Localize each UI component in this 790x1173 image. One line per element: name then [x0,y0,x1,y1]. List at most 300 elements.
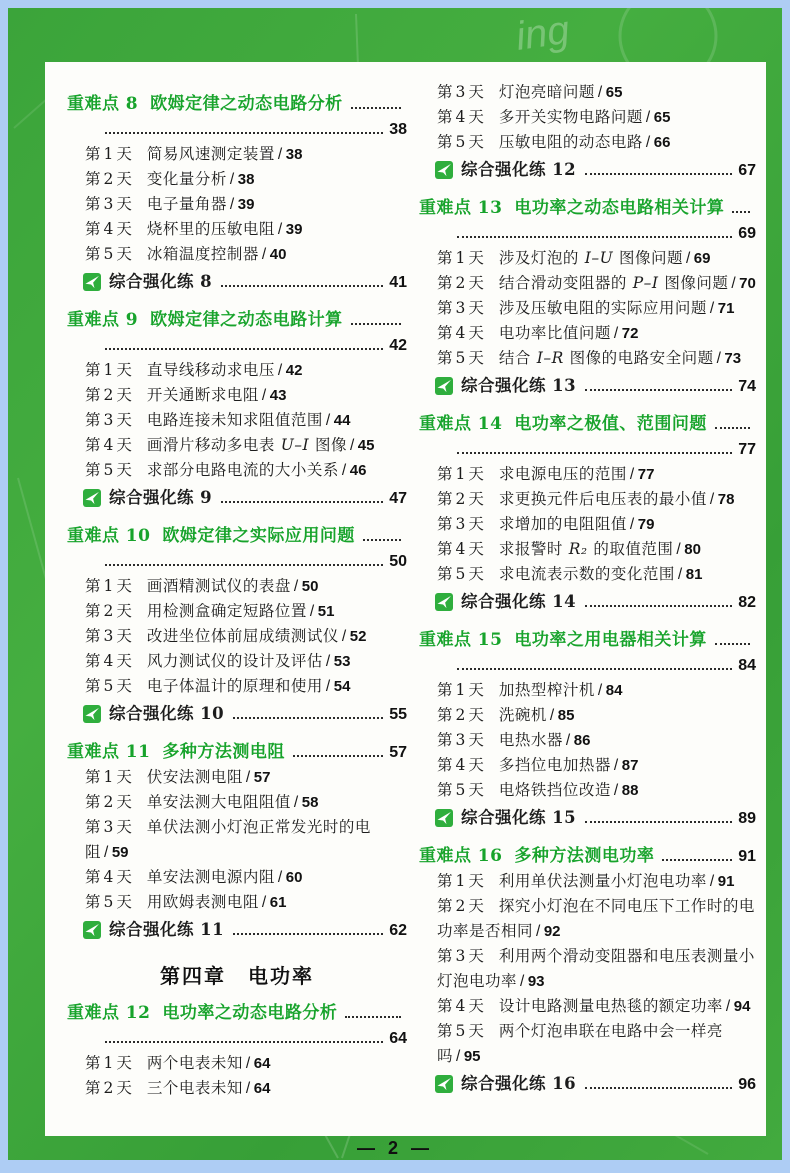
section-heading [419,627,756,653]
send-arrow-icon [83,273,101,291]
entry-page: 70 [739,275,756,292]
entry-title: 加热型榨汁机 [498,682,595,699]
entry-page: 45 [357,437,375,454]
entry-title: 简易风速测定装置 [146,146,275,163]
entry-title: 直导线移动求电压 [146,362,275,379]
entry-title: 风力测试仪的设计及评估 [146,653,323,670]
dotted-leader [105,348,383,350]
review-page: 74 [738,378,756,395]
toc-entry [85,674,407,699]
entry-page: 84 [605,682,623,699]
leader-line [97,1026,407,1051]
toc-entry [437,869,756,894]
toc-entry [85,1051,407,1076]
entry-page: 81 [685,566,703,583]
section-heading [419,411,756,437]
toc-entry [85,815,407,865]
entry-day: 第5天 [437,781,486,799]
entry-page: 64 [253,1055,271,1072]
entry-separator: / [565,732,571,749]
entry-page: 93 [527,973,545,990]
toc-page [45,62,766,1136]
entry-page: 57 [253,769,271,786]
section-title: 欧姆定律之动态电路分析 [150,94,343,113]
entry-page: 88 [621,782,639,799]
dotted-leader [457,236,732,238]
toc-entry [85,167,407,192]
entry-separator: / [309,603,315,620]
entry-title: 开关通断求电阻 [146,387,259,404]
entry-separator: / [629,466,635,483]
section-title: 电功率之用电器相关计算 [514,630,707,649]
entry-day: 第5天 [85,677,134,695]
entry-separator: / [277,362,283,379]
entry-page: 50 [301,578,319,595]
toc-entry [85,408,407,433]
toc-entry [85,1076,407,1101]
section-label: 重难点 9 [67,310,139,330]
entry-day: 第4天 [437,324,486,342]
section-title: 电功率之动态电路分析 [162,1003,338,1022]
review-page: 41 [389,274,407,291]
review-label: 综合强化练 16 [461,1074,577,1093]
section-title: 欧姆定律之动态电路计算 [150,310,343,329]
entry-day: 第1天 [437,872,486,890]
toc-entry [437,296,756,321]
dotted-leader [585,389,732,391]
entry-separator: / [277,221,283,238]
toc-entry [85,624,407,649]
entry-title: 变化量分析 [146,171,227,188]
toc-entry [437,271,756,296]
entry-title: 探究小灯泡在不同电压下工作时的电功率是否相同 [437,898,755,940]
toc-column-right [419,80,756,1136]
entry-title: 灯泡亮暗问题 [498,84,595,101]
entry-day: 第4天 [85,868,134,886]
entry-title: 电烙铁挡位改造 [498,782,611,799]
leader-line [97,333,407,358]
entry-day: 第5天 [437,1022,486,1040]
entry-page: 38 [237,171,255,188]
send-arrow-icon [83,489,101,507]
entry-day: 第2天 [85,386,134,404]
entry-day: 第1天 [85,577,134,595]
entry-title: 单伏法测小灯泡正常发光时的电阻 [85,819,371,861]
send-arrow-icon [435,1075,453,1093]
toc-entry [437,246,756,271]
dotted-leader [585,821,732,823]
entry-title: 利用两个滑动变阻器和电压表测量小灯泡电功率 [437,948,755,990]
leader-line [97,117,407,142]
leader-line [449,437,756,462]
entry-separator: / [629,516,635,533]
toc-entry [437,753,756,778]
entry-separator: / [325,678,331,695]
toc-entry [437,728,756,753]
toc-entry [437,778,756,803]
entry-page: 46 [349,462,367,479]
dotted-leader [715,427,750,429]
entry-title: 设计电路测量电热毯的额定功率 [498,998,723,1015]
entry-day: 第3天 [85,627,134,645]
entry-separator: / [261,894,267,911]
entry-page: 39 [285,221,303,238]
entry-page: 86 [573,732,591,749]
entry-title: 三个电表未知 [146,1080,243,1097]
entry-day: 第2天 [85,170,134,188]
entry-day: 第3天 [437,299,486,317]
entry-title: 求部分电路电流的大小关系 [146,462,339,479]
entry-title: 画滑片移动多电表 U–I 图像 [146,436,347,454]
entry-separator: / [520,973,525,990]
entry-separator: / [349,437,355,454]
toc-entry [437,537,756,562]
section-label: 重难点 11 [67,742,151,762]
section-title: 欧姆定律之实际应用问题 [162,526,355,545]
entry-page: 58 [301,794,319,811]
dotted-leader [662,859,732,861]
entry-title: 用欧姆表测电阻 [146,894,259,911]
section-label: 重难点 14 [419,414,503,434]
entry-day: 第2天 [437,706,486,724]
review-page: 96 [738,1076,756,1093]
entry-page: 53 [333,653,351,670]
entry-day: 第2天 [437,274,486,292]
entry-separator: / [536,923,541,940]
entry-page: 77 [637,466,655,483]
review-label: 综合强化练 9 [109,488,213,507]
section-page: 50 [389,553,407,570]
entry-separator: / [716,350,722,367]
entry-title: 用检测盒确定短路位置 [146,603,307,620]
toc-entry [437,944,756,994]
entry-title: 压敏电阻的动态电路 [498,134,643,151]
entry-title: 结合滑动变阻器的 P–I 图像问题 [498,274,729,292]
dotted-leader [457,452,732,454]
section-page: 64 [389,1030,407,1047]
section-label: 重难点 15 [419,630,503,650]
entry-day: 第2天 [85,1079,134,1097]
dotted-leader [585,173,732,175]
toc-entry [437,894,756,944]
toc-entry [437,346,756,371]
dotted-leader [221,285,383,287]
entry-day: 第4天 [437,540,486,558]
entry-title: 结合 I–R 图像的电路安全问题 [498,349,714,367]
toc-entry [437,678,756,703]
entry-separator: / [245,1080,251,1097]
section-heading [67,307,407,333]
entry-day: 第4天 [85,652,134,670]
toc-entry [437,80,756,105]
section-heading [419,195,756,221]
entry-page: 39 [237,196,255,213]
entry-separator: / [645,134,651,151]
review-row [83,916,407,944]
section-label: 重难点 8 [67,94,139,114]
entry-separator: / [293,794,299,811]
entry-page: 44 [333,412,351,429]
entry-separator: / [261,246,267,263]
entry-day: 第3天 [437,83,486,101]
section-page: 57 [389,744,407,761]
entry-title: 求电流表示数的变化范围 [498,566,675,583]
section-label: 重难点 12 [67,1003,151,1023]
page-number: — 2 — [356,1138,433,1158]
entry-day: 第1天 [85,361,134,379]
entry-day: 第5天 [85,461,134,479]
section-page: 84 [738,657,756,674]
toc-entry [437,487,756,512]
entry-page: 92 [543,923,561,940]
section-heading [67,91,407,117]
entry-title: 伏安法测电阻 [146,769,243,786]
entry-day: 第2天 [437,490,486,508]
review-page: 47 [389,490,407,507]
entry-page: 94 [733,998,751,1015]
section-page: 77 [738,441,756,458]
entry-title: 画酒精测试仪的表盘 [146,578,291,595]
entry-page: 85 [557,707,575,724]
entry-day: 第4天 [437,997,486,1015]
entry-day: 第3天 [85,818,134,836]
entry-separator: / [229,196,235,213]
entry-page: 51 [317,603,335,620]
entry-separator: / [325,412,331,429]
entry-title: 电子体温计的原理和使用 [146,678,323,695]
toc-entry [85,649,407,674]
entry-title: 多开关实物电路问题 [498,109,643,126]
entry-day: 第1天 [437,465,486,483]
dotted-leader [105,564,383,566]
section-label: 重难点 10 [67,526,151,546]
entry-title: 求电源电压的范围 [498,466,627,483]
entry-separator: / [613,782,619,799]
entry-separator: / [709,873,715,890]
dotted-leader [585,605,732,607]
entry-separator: / [597,682,603,699]
entry-title: 两个灯泡串联在电路中会一样亮吗 [437,1023,723,1065]
entry-page: 71 [717,300,735,317]
entry-separator: / [685,250,691,267]
entry-page: 66 [653,134,671,151]
entry-separator: / [677,566,683,583]
dotted-leader [293,755,383,757]
review-row [83,268,407,296]
entry-day: 第2天 [85,602,134,620]
entry-page: 52 [349,628,367,645]
entry-page: 43 [269,387,287,404]
entry-separator: / [261,387,267,404]
entry-day: 第3天 [437,731,486,749]
toc-entry [85,765,407,790]
section-page: 91 [738,848,756,865]
toc-entry [85,433,407,458]
section-label: 重难点 13 [419,198,503,218]
dotted-leader [233,933,383,935]
toc-entry [85,242,407,267]
toc-entry [85,599,407,624]
section-heading [67,739,407,765]
toc-entry [85,890,407,915]
dotted-leader [105,132,383,134]
entry-page: 38 [285,146,303,163]
entry-page: 60 [285,869,303,886]
review-row [83,484,407,512]
leader-line [97,549,407,574]
entry-separator: / [709,491,715,508]
entry-day: 第4天 [85,220,134,238]
entry-separator: / [341,462,347,479]
entry-title: 涉及灯泡的 I–U 图像问题 [498,249,683,267]
review-row [435,588,756,616]
dotted-leader [715,643,750,645]
section-label: 重难点 16 [419,846,503,866]
send-arrow-icon [83,921,101,939]
entry-day: 第3天 [85,411,134,429]
leader-line [449,221,756,246]
toc-entry [85,790,407,815]
entry-page: 54 [333,678,351,695]
entry-day: 第1天 [85,145,134,163]
entry-separator: / [709,300,715,317]
section-page: 69 [738,225,756,242]
review-row [435,1070,756,1098]
review-page: 67 [738,162,756,179]
entry-separator: / [676,541,682,558]
toc-entry [437,512,756,537]
entry-page: 40 [269,246,287,263]
toc-entry [437,462,756,487]
entry-separator: / [341,628,347,645]
entry-separator: / [549,707,555,724]
entry-title: 电热水器 [498,732,563,749]
toc-column-left [67,80,407,1136]
toc-entry [85,217,407,242]
entry-page: 69 [693,250,711,267]
toc-entry [85,358,407,383]
send-arrow-icon [435,809,453,827]
review-label: 综合强化练 8 [109,272,213,291]
entry-page: 61 [269,894,287,911]
entry-separator: / [277,869,283,886]
entry-separator: / [277,146,283,163]
entry-day: 第3天 [85,195,134,213]
review-row [435,372,756,400]
entry-page: 65 [653,109,671,126]
section-title: 电功率之动态电路相关计算 [514,198,725,217]
dotted-leader [105,1041,383,1043]
review-page: 62 [389,922,407,939]
entry-day: 第5天 [437,349,486,367]
entry-title: 改进坐位体前屈成绩测试仪 [146,628,339,645]
review-page: 82 [738,594,756,611]
entry-separator: / [597,84,603,101]
entry-separator: / [325,653,331,670]
review-label: 综合强化练 12 [461,160,577,179]
entry-title: 单安法测大电阻阻值 [146,794,291,811]
entry-separator: / [731,275,737,292]
entry-day: 第1天 [437,249,486,267]
entry-day: 第4天 [437,756,486,774]
toc-entry [437,321,756,346]
entry-title: 单安法测电源内阻 [146,869,275,886]
dotted-leader [345,1016,401,1018]
entry-page: 65 [605,84,623,101]
entry-day: 第1天 [85,768,134,786]
toc-entry [85,192,407,217]
toc-entry [437,130,756,155]
entry-title: 两个电表未知 [146,1055,243,1072]
leader-line [449,653,756,678]
toc-entry [85,458,407,483]
section-title: 多种方法测电功率 [514,846,655,865]
entry-title: 涉及压敏电阻的实际应用问题 [498,300,707,317]
dotted-leader [351,323,401,325]
entry-separator: / [613,325,619,342]
dotted-leader [457,668,732,670]
entry-page: 78 [717,491,735,508]
entry-title: 电路连接未知求阻值范围 [146,412,323,429]
section-title: 多种方法测电阻 [162,742,285,761]
toc-entry [437,703,756,728]
entry-day: 第4天 [85,436,134,454]
entry-page: 91 [717,873,735,890]
review-label: 综合强化练 10 [109,704,225,723]
entry-day: 第2天 [437,897,486,915]
review-page: 89 [738,810,756,827]
chalk-handwriting: ing [513,8,573,59]
toc-entry [85,142,407,167]
entry-page: 72 [621,325,639,342]
entry-page: 59 [111,844,129,861]
toc-entry [437,105,756,130]
review-row [435,156,756,184]
entry-title: 求报警时 R₂ 的取值范围 [498,540,674,558]
toc-entry [85,865,407,890]
review-row [435,804,756,832]
entry-separator: / [613,757,619,774]
dotted-leader [351,107,401,109]
entry-separator: / [245,1055,251,1072]
dotted-leader [732,211,750,213]
entry-day: 第3天 [437,947,486,965]
section-heading [419,843,756,869]
entry-day: 第3天 [437,515,486,533]
entry-page: 64 [253,1080,271,1097]
section-heading [67,1000,407,1026]
entry-day: 第2天 [85,793,134,811]
send-arrow-icon [83,705,101,723]
entry-title: 冰箱温度控制器 [146,246,259,263]
review-page: 55 [389,706,407,723]
entry-day: 第1天 [437,681,486,699]
dotted-leader [363,539,401,541]
entry-page: 80 [684,541,701,558]
section-page: 42 [389,337,407,354]
dotted-leader [221,501,383,503]
entry-separator: / [245,769,251,786]
entry-title: 求更换元件后电压表的最小值 [498,491,707,508]
review-label: 综合强化练 13 [461,376,577,395]
entry-page: 95 [463,1048,481,1065]
toc-entry [437,1019,756,1069]
entry-separator: / [456,1048,461,1065]
entry-title: 洗碗机 [498,707,547,724]
dotted-leader [233,717,383,719]
toc-entry [85,574,407,599]
entry-separator: / [104,844,109,861]
